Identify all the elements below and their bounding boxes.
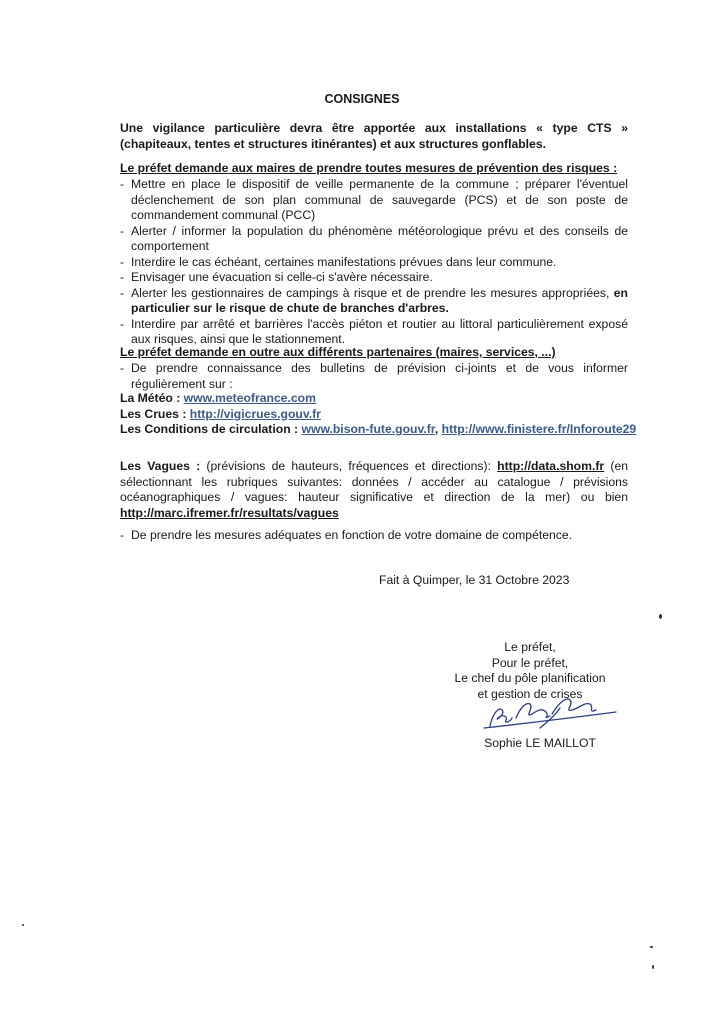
section1-heading: Le préfet demande aux maires de prendre toutes mesures de prévention des risques : (120, 161, 618, 175)
section3-list (120, 528, 628, 544)
handwritten-signature (480, 688, 620, 732)
list-item: - Interdire par arrêté et barrières l'accès piéton et routier au littoral particulièrement exposé aux risques, ainsi que le stationnement. (120, 317, 628, 348)
crues-label: Les Crues : (120, 406, 190, 421)
list-item: - De prendre connaissance des bulletins de prévision ci-joints et de vous informer régulièrement sur : (120, 361, 628, 392)
signature-line-2: Pour le préfet, (491, 655, 569, 670)
bison-fute-link[interactable]: www.bison-fute.gouv.fr (301, 422, 435, 436)
intro-paragraph: Une vigilance particulière devra être apportée aux installations « type CTS » (chapiteaux, tentes et structures itinérantes) et aux structures gonflables. (120, 121, 628, 151)
list-item-emphasis: en particulier sur le risque de chute de branches d'arbres. (131, 285, 628, 315)
list-item: - De prendre les mesures adéquates en fonction de votre domaine de compétence. (120, 528, 628, 544)
ifremer-link[interactable]: http://marc.ifremer.fr/resultats/vagues (120, 505, 339, 520)
list-item (120, 286, 628, 317)
vagues-label: Les Vagues : (120, 459, 201, 473)
list-item: - Interdire le cas échéant, certaines manifestations prévues dans leur commune. (120, 255, 628, 271)
link-separator: , (434, 422, 442, 436)
inforoute-link[interactable]: http://www.finistere.fr/Inforoute29 (441, 422, 637, 436)
meteo-link[interactable]: www.meteofrance.com (183, 391, 316, 405)
shom-link[interactable]: http://data.shom.fr (497, 459, 605, 473)
info-links (120, 391, 637, 438)
list-item: - Envisager une évacuation si celle-ci s'avère nécessaire. (120, 270, 628, 286)
vagues-text: (prévisions de hauteurs, fréquences et directions): (200, 459, 498, 473)
signatory-name: Sophie LE MAILLOT (484, 736, 596, 750)
section1-list (120, 177, 628, 348)
scan-speck (650, 946, 653, 948)
list-item-text: Alerter les gestionnaires de campings à risque et de prendre les mesures appropriées, (131, 285, 614, 300)
circulation-line (120, 422, 637, 438)
scan-speck (659, 614, 662, 619)
meteo-label: La Météo : (120, 391, 184, 405)
signature-line-4: et gestion de crises (477, 686, 583, 701)
circulation-label: Les Conditions de circulation : (120, 422, 302, 436)
vagues-text-2: (en sélectionnant les rubriques suivantes: données / accéder au catalogue / prévisions océanographiques / vagues: hauteur significative et direction de la mer) ou bien (120, 459, 628, 504)
crues-link[interactable]: http://vigicrues.gouv.fr (189, 406, 321, 421)
place-date: Fait à Quimper, le 31 Octobre 2023 (379, 573, 570, 587)
vagues-paragraph (120, 459, 628, 521)
signature-line-3: Le chef du pôle planification (454, 671, 606, 685)
scan-speck (652, 965, 654, 969)
page-title: CONSIGNES (324, 92, 400, 106)
section2-heading: Le préfet demande en outre aux différents partenaires (maires, services, ...) (120, 345, 556, 359)
crues-line (120, 407, 628, 423)
section2-list (120, 361, 628, 392)
list-item: - Mettre en place le dispositif de veille permanente de la commune ; préparer l'éventuel déclenchement de son plan communal de sauvegarde (PCS) et de son poste de commandement communal (PCC) (120, 177, 628, 224)
scan-speck (22, 924, 24, 926)
signature-line-1: Le préfet, (504, 640, 556, 654)
list-item: - Alerter / informer la population du phénomène météorologique prévu et des conseils de comportement (120, 224, 628, 255)
meteo-line (120, 391, 628, 407)
